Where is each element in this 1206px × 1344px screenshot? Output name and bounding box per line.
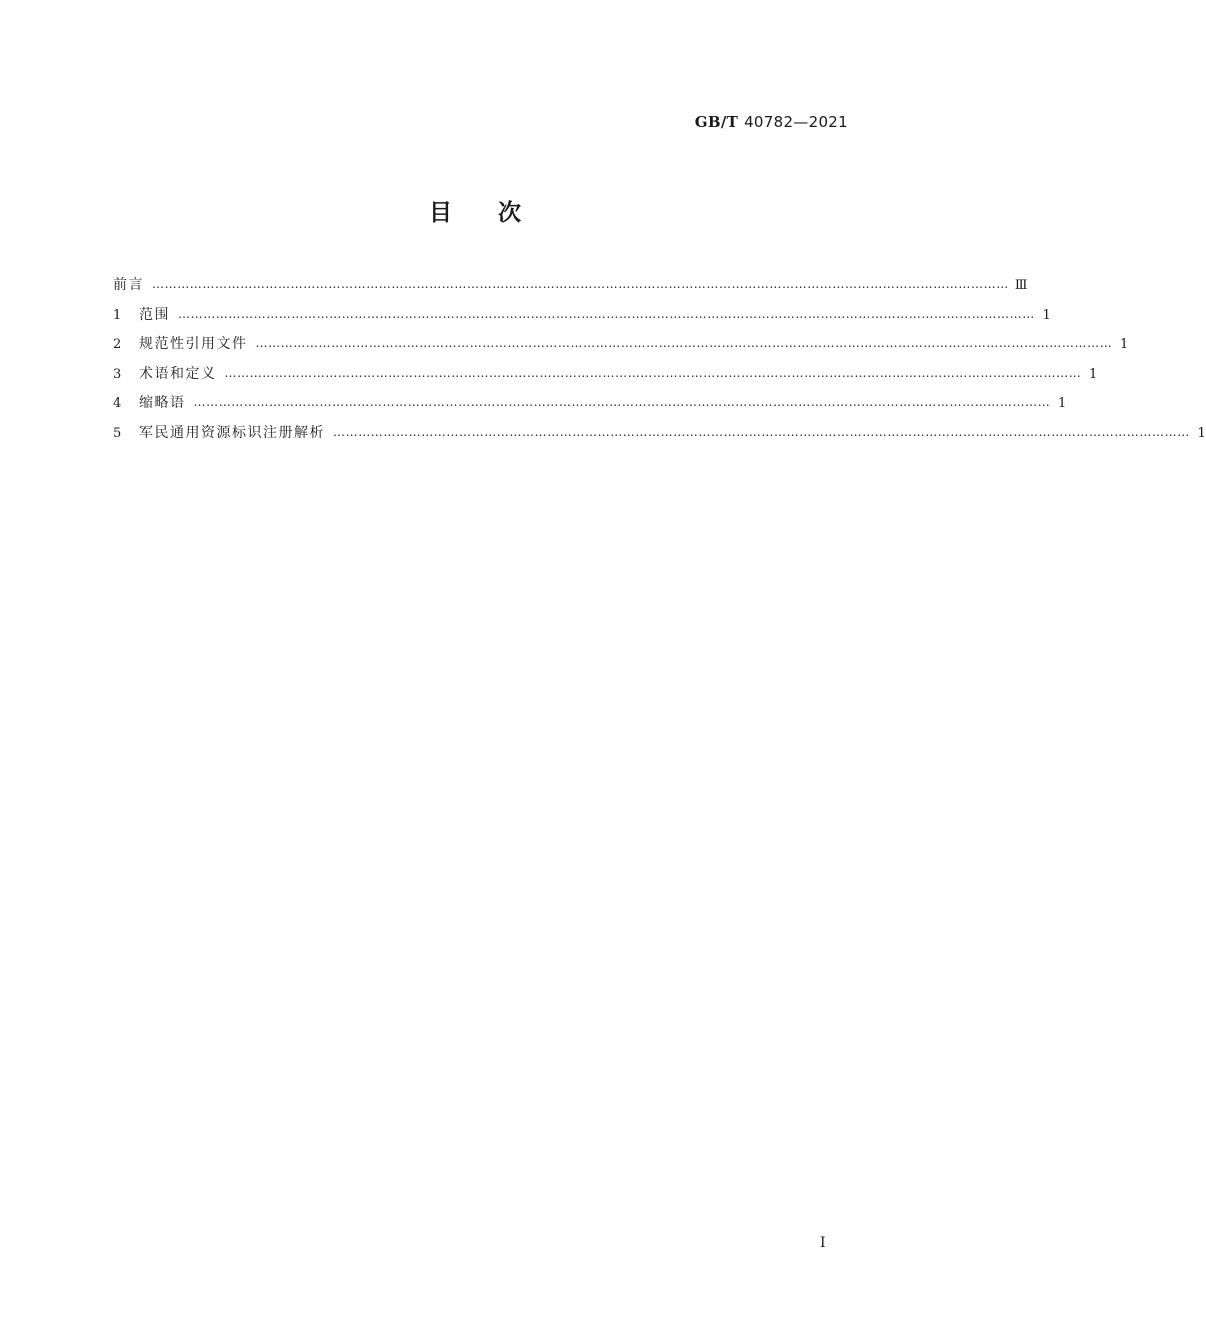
toc-entry-scope[interactable] [113, 304, 1051, 334]
toc-entry-number: 2 [113, 337, 122, 352]
toc-entry-number: 4 [113, 396, 122, 411]
toc-entry-label: 范围 [139, 306, 170, 323]
toc-entry-label: 前言 [113, 277, 144, 293]
toc-entry-page: 1 [1197, 425, 1206, 441]
toc-entry-label: 军民通用资源标识注册解析 [139, 424, 325, 441]
toc-entry-resource-identification[interactable] [113, 422, 1206, 452]
toc-entry-terms-definitions[interactable] [113, 363, 1098, 393]
standard-code [695, 113, 848, 131]
toc-entry-normative-references[interactable] [113, 333, 1129, 363]
dot-leader: …………………………………………………………………………………………………………………………………………………………………………………… [333, 424, 1190, 439]
toc-entry-page: 1 [1089, 366, 1098, 382]
page-number: I [820, 1235, 826, 1251]
toc-entry-number: 5 [113, 425, 122, 441]
page-title: 目次 [429, 200, 567, 226]
dot-leader: …………………………………………………………………………………………………………………………………………………………………………………… [255, 336, 1113, 350]
toc-entry-page: Ⅲ [1014, 278, 1028, 293]
dot-leader: …………………………………………………………………………………………………………………………………………………………………………………… [152, 277, 1009, 291]
dot-leader: …………………………………………………………………………………………………………………………………………………………………………………… [224, 365, 1082, 380]
standard-prefix: GB/T [694, 113, 739, 131]
toc-entry-foreword[interactable] [113, 274, 1028, 304]
standard-number: 40782—2021 [744, 113, 848, 131]
dot-leader: …………………………………………………………………………………………………………………………………………………………………………………… [178, 306, 1035, 321]
toc-entry-page: 1 [1058, 396, 1067, 411]
toc-entry-page: 1 [1120, 337, 1129, 352]
toc-entry-number: 3 [113, 366, 122, 382]
toc-entry-page: 1 [1042, 307, 1051, 323]
toc-entry-label: 术语和定义 [139, 365, 217, 382]
table-of-contents [113, 274, 1206, 451]
toc-entry-label: 缩略语 [139, 395, 186, 411]
toc-entry-abbreviations[interactable] [113, 392, 1067, 422]
toc-entry-number: 1 [113, 307, 122, 323]
toc-entry-label: 规范性引用文件 [139, 336, 248, 352]
dot-leader: …………………………………………………………………………………………………………………………………………………………………………………… [193, 395, 1051, 409]
